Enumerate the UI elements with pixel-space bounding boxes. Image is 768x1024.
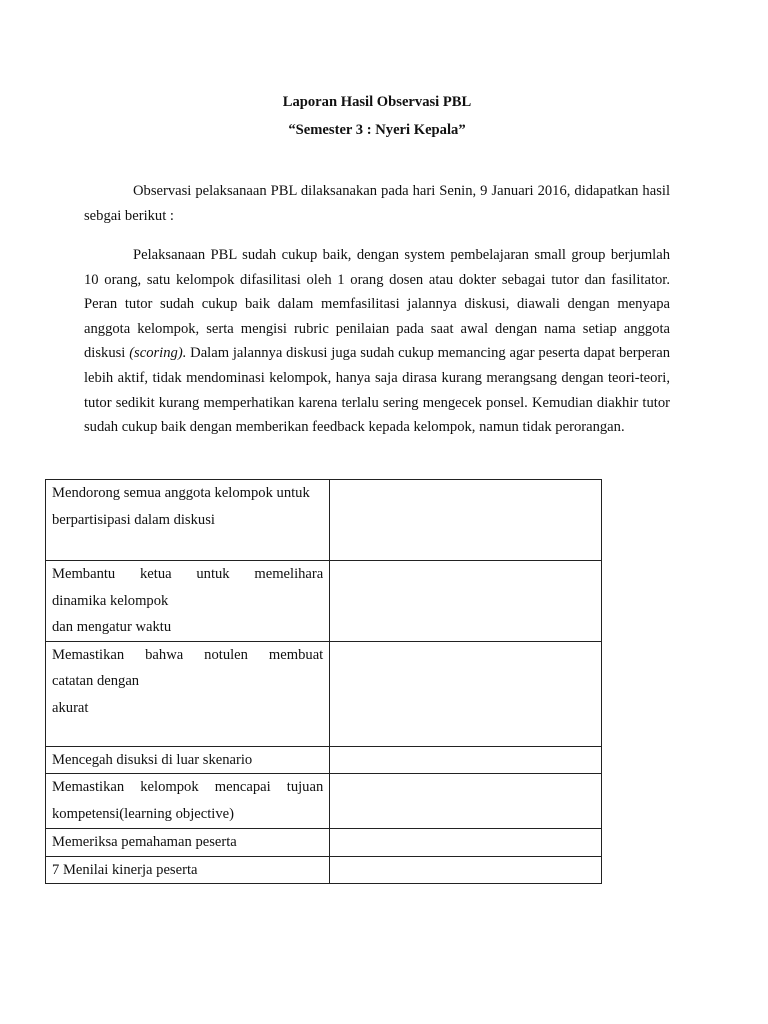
criteria-line: 7 Menilai kinerja peserta [52,861,198,878]
document-subtitle: “Semester 3 : Nyeri Kepala” [288,122,466,138]
value-cell [330,641,602,746]
value-cell [330,480,602,561]
table-row [46,480,602,561]
criteria-line: Mencegah disuksi di luar skenario [52,751,253,768]
paragraph-body-part1: Pelaksanaan PBL sudah cukup baik, dengan system pembelajaran small group berjumlah 10 orang, satu kelompok difasilitasi oleh 1 orang dosen atau dokter sebagai tutor dan fasilitator. Peran tutor sudah cukup baik dalam memfasilitasi jalannya diskusi, diawali dengan menyapa anggota kelompok, serta mengisi rubric penilaian pada saat awal dengan nama setiap anggota diskusi [84,247,670,362]
criteria-line: dinamika kelompok [52,592,169,609]
criteria-line: Mendorong semua anggota kelompok untuk [52,485,310,501]
criteria-line: Membantu ketua untuk memelihara [52,566,324,582]
document-title: Laporan Hasil Observasi PBL [282,94,472,110]
criteria-line: catatan dengan [52,673,140,689]
criteria-cell [46,641,330,746]
table-row [46,641,602,746]
criteria-line: kompetensi(learning objective) [52,805,234,822]
criteria-cell [46,480,330,561]
paragraph-body [84,243,670,440]
criteria-cell [46,856,330,884]
paragraph-body-italic: (scoring). [129,345,187,362]
paragraph-body-part2: Dalam jalannya diskusi juga sudah cukup memancing agar peserta dapat berperan lebih aktif, tidak mendominasi kelompok, hanya saja dirasa kurang merangsang dengan teori-teori, tutor sedikit kurang memperhatikan karena terlalu sering mengecek ponsel. Kemudian diakhir tutor sudah cukup baik dengan memberikan feedback kepada kelompok, namun tidak perorangan. [84,345,670,436]
table-row [46,856,602,884]
paragraph-intro: Observasi pelaksanaan PBL dilaksanakan pada hari Senin, 9 Januari 2016, didapatkan hasil sebgai berikut : [84,183,670,224]
criteria-line: Memastikan kelompok mencapai tujuan [52,779,324,795]
criteria-line: berpartisipasi dalam diskusi [52,511,215,528]
criteria-line: Memeriksa pemahaman peserta [52,834,237,850]
criteria-cell [46,829,330,857]
criteria-cell [46,774,330,829]
value-cell [330,561,602,642]
criteria-line: dan mengatur waktu [52,619,172,635]
table-row [46,829,602,857]
value-cell [330,746,602,774]
observation-table [45,479,602,884]
table-row [46,746,602,774]
value-cell [330,829,602,857]
criteria-line: Memastikan bahwa notulen membuat [52,646,324,663]
table-row [46,774,602,829]
table-row [46,561,602,642]
criteria-cell [46,746,330,774]
value-cell [330,856,602,884]
criteria-line: akurat [52,699,89,716]
criteria-cell [46,561,330,642]
value-cell [330,774,602,829]
